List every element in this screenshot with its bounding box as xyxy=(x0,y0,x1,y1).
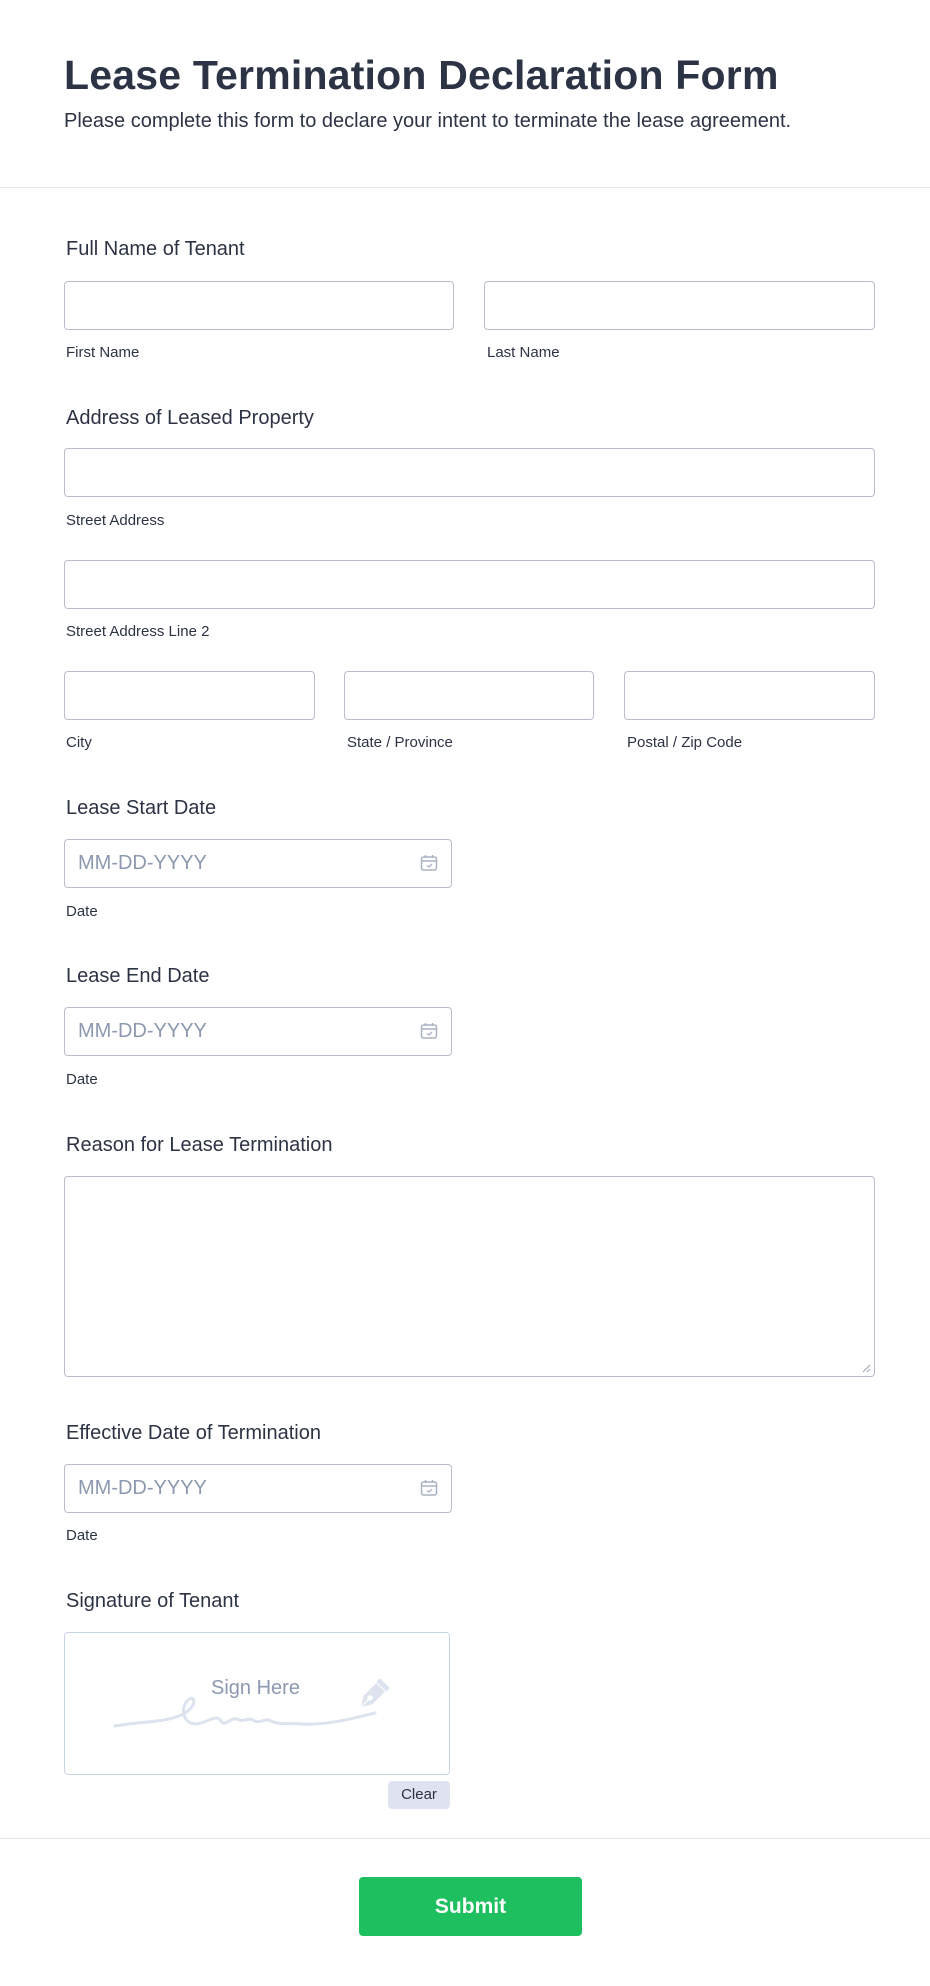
reason-textarea[interactable] xyxy=(64,1176,875,1377)
form-subtitle: Please complete this form to declare your intent to terminate the lease agreement. xyxy=(64,110,792,132)
street-address-line2-sublabel: Street Address Line 2 xyxy=(66,623,210,640)
form-title: Lease Termination Declaration Form xyxy=(64,52,779,98)
lease-end-date-input[interactable] xyxy=(64,1007,452,1056)
street-address-line2-input[interactable] xyxy=(64,560,875,609)
lease-end-placeholder: MM-DD-YYYY xyxy=(78,1020,207,1042)
signature-pad[interactable] xyxy=(64,1632,450,1775)
state-input[interactable] xyxy=(344,671,594,720)
form-header xyxy=(0,0,930,188)
street-address-sublabel: Street Address xyxy=(66,512,165,529)
lease-start-sublabel: Date xyxy=(66,903,98,920)
pen-nib-icon xyxy=(347,1675,393,1721)
lease-start-date-input[interactable] xyxy=(64,839,452,888)
lease-start-placeholder: MM-DD-YYYY xyxy=(78,852,207,874)
calendar-icon[interactable] xyxy=(419,1478,439,1498)
lease-start-label: Lease Start Date xyxy=(66,797,217,819)
footer-divider xyxy=(0,1838,930,1839)
tenant-name-label: Full Name of Tenant xyxy=(66,238,245,260)
clear-signature-button[interactable]: Clear xyxy=(388,1781,450,1809)
calendar-icon[interactable] xyxy=(419,1021,439,1041)
first-name-input[interactable] xyxy=(64,281,454,330)
lease-end-sublabel: Date xyxy=(66,1071,98,1088)
effective-date-label: Effective Date of Termination xyxy=(66,1422,321,1444)
effective-date-sublabel: Date xyxy=(66,1527,98,1544)
address-label: Address of Leased Property xyxy=(66,407,314,429)
lease-end-label: Lease End Date xyxy=(66,965,210,987)
last-name-sublabel: Last Name xyxy=(487,344,560,361)
resize-handle-icon[interactable] xyxy=(861,1363,871,1373)
reason-label: Reason for Lease Termination xyxy=(66,1134,333,1156)
effective-date-placeholder: MM-DD-YYYY xyxy=(78,1477,207,1499)
last-name-input[interactable] xyxy=(484,281,875,330)
effective-date-input[interactable] xyxy=(64,1464,452,1513)
signature-label: Signature of Tenant xyxy=(66,1590,240,1612)
zip-input[interactable] xyxy=(624,671,875,720)
signature-placeholder: Sign Here xyxy=(211,1677,300,1699)
first-name-sublabel: First Name xyxy=(66,344,140,361)
city-input[interactable] xyxy=(64,671,315,720)
zip-sublabel: Postal / Zip Code xyxy=(627,734,743,751)
city-sublabel: City xyxy=(66,734,92,751)
state-sublabel: State / Province xyxy=(347,734,453,751)
calendar-icon[interactable] xyxy=(419,853,439,873)
street-address-input[interactable] xyxy=(64,448,875,497)
submit-button[interactable]: Submit xyxy=(359,1877,582,1936)
